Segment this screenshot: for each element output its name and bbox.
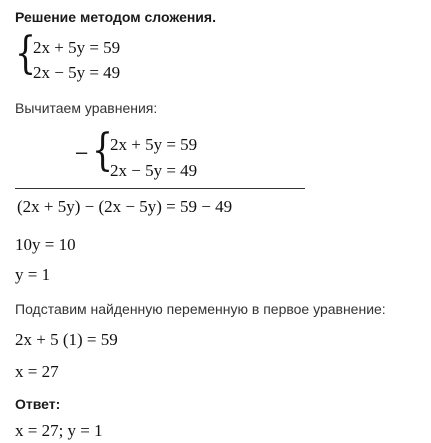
system-brace: {: [92, 125, 113, 176]
step-x: x = 27: [15, 362, 59, 381]
system2-eq2: 2x − 5y = 49: [110, 161, 198, 180]
result-line: (2x + 5y) − (2x − 5y) = 59 − 49: [17, 197, 233, 216]
step-substitute: 2x + 5 (1) = 59: [15, 330, 118, 349]
system2-eq1: 2x + 5y = 59: [110, 135, 198, 154]
system-brace: {: [15, 28, 36, 79]
step-y: y = 1: [15, 265, 51, 284]
system1-eq1: 2x + 5y = 59: [33, 38, 121, 57]
heading: Решение методом сложения.: [15, 9, 216, 25]
substitute-label: Подставим найденную переменную в первое уравнение:: [15, 301, 386, 317]
subtraction-rule: [15, 188, 305, 189]
step-10y: 10y = 10: [15, 235, 76, 254]
subtract-label: Вычитаем уравнения:: [15, 100, 158, 116]
system1-eq2: 2x − 5y = 49: [33, 63, 121, 82]
minus-sign: −: [74, 143, 90, 164]
answer: x = 27; y = 1: [15, 421, 103, 440]
answer-label: Ответ:: [15, 396, 61, 412]
